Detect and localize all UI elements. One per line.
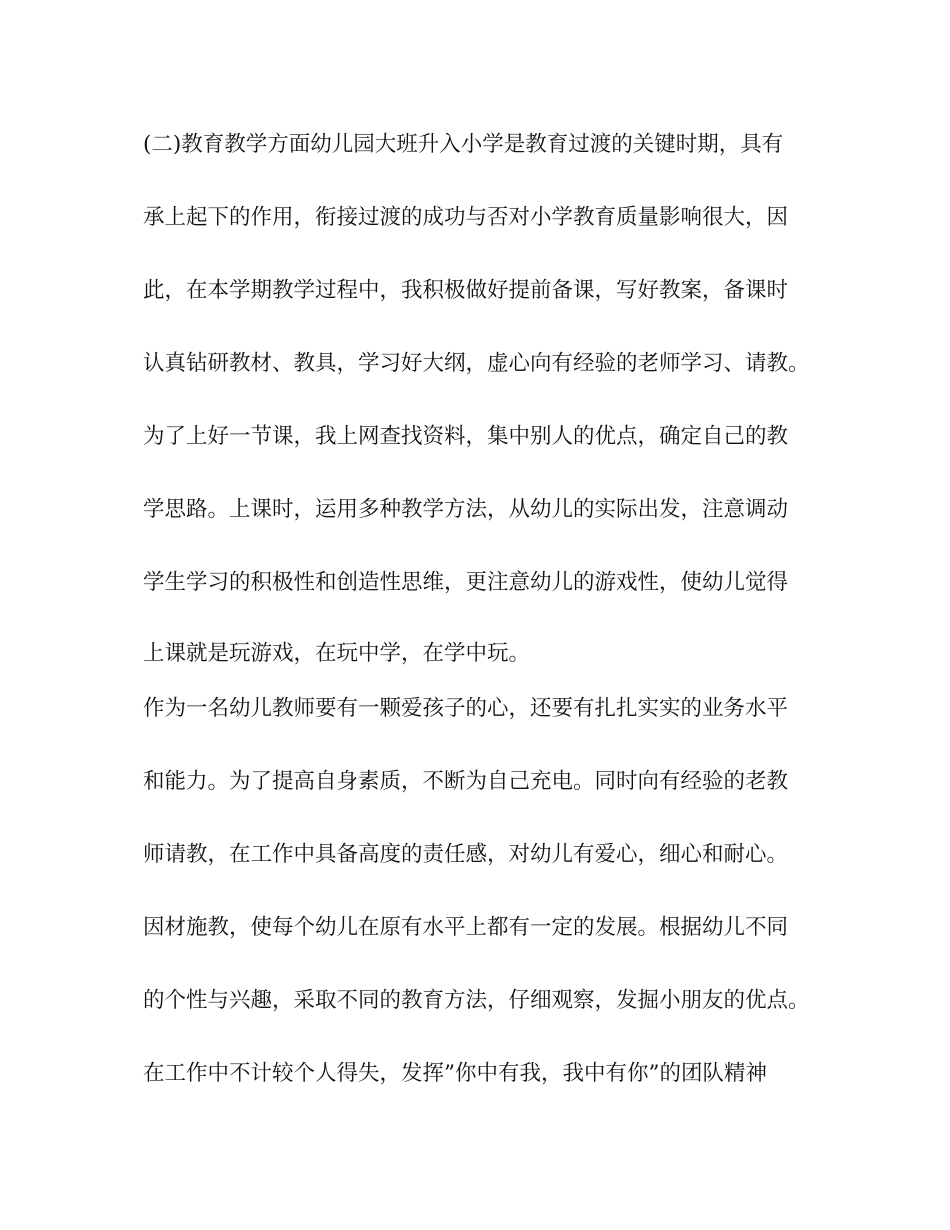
paragraph-line: 的个性与兴趣，采取不同的教育方法，仔细观察，发掘小朋友的优点。	[143, 988, 810, 1013]
paragraph-line: 学思路。上课时，运用多种教学方法，从幼儿的实际出发，注意调动	[143, 497, 789, 522]
paragraph-line: 此，在本学期教学过程中，我积极做好提前备课，写好教案，备课时	[143, 278, 789, 303]
paragraph-line: 承上起下的作用，衔接过渡的成功与否对小学教育质量影响很大，因	[143, 205, 789, 230]
paragraph-line: 师请教，在工作中具备高度的责任感，对幼儿有爱心，细心和耐心。	[143, 842, 789, 867]
paragraph-line: 因材施教，使每个幼儿在原有水平上都有一定的发展。根据幼儿不同	[143, 915, 789, 940]
paragraph-line: 学生学习的积极性和创造性思维，更注意幼儿的游戏性，使幼儿觉得	[143, 570, 789, 595]
paragraph-line: 和能力。为了提高自身素质，不断为自己充电。同时向有经验的老教	[143, 769, 789, 794]
paragraph-line: 在工作中不计较个人得失，发挥”你中有我，我中有你”的团队精神	[143, 1061, 767, 1086]
paragraph-line: 上课就是玩游戏，在玩中学，在学中玩。	[143, 641, 531, 666]
paragraph-line: 为了上好一节课，我上网查找资料，集中别人的优点，确定自己的教	[143, 424, 789, 449]
paragraph-line: 认真钻研教材、教具，学习好大纲，虚心向有经验的老师学习、请教。	[143, 351, 810, 376]
paragraph-line: (二)教育教学方面幼儿园大班升入小学是教育过渡的关键时期，具有	[143, 132, 784, 157]
paragraph-line: 作为一名幼儿教师要有一颗爱孩子的心，还要有扎扎实实的业务水平	[143, 696, 789, 721]
